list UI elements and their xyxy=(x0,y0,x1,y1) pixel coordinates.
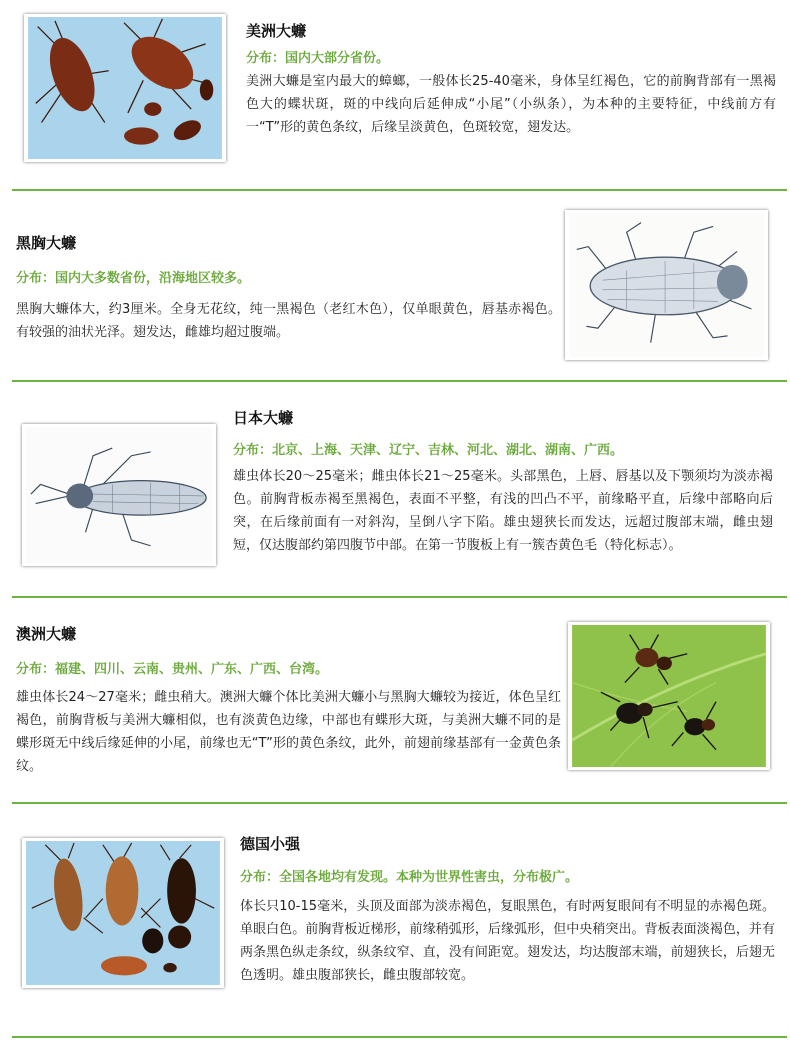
entry-title: 德国小强 xyxy=(240,835,301,853)
japanese-cockroach-sketch xyxy=(22,424,216,566)
entry-title: 日本大蠊 xyxy=(233,409,294,427)
ants-on-leaf-icon xyxy=(571,625,767,767)
japanese-cockroach-icon xyxy=(25,427,213,563)
entry-distribution: 分布：全国各地均有发现。本种为世界性害虫，分布极广。 xyxy=(240,870,579,885)
smokybrown-cockroach-sketch xyxy=(565,210,768,360)
german-cockroach-photo xyxy=(22,838,224,988)
entry-distribution: 分布：北京、上海、天津、辽宁、吉林、河北、湖北、湖南、广西。 xyxy=(233,443,624,458)
section-divider xyxy=(12,380,787,382)
entry-description: 黑胸大蠊体大，约3厘米。全身无花纹，纯一黑褐色（老红木色），仅单眼黄色，唇基赤褐色。有较强的油状光泽。翅发达，雌雄均超过腹端。 xyxy=(16,302,561,340)
american-cockroach-icon xyxy=(27,17,223,159)
german-cockroach-icon xyxy=(25,841,221,985)
entry-distribution: 分布：国内大部分省份。 xyxy=(246,51,390,66)
section-divider xyxy=(12,189,787,191)
entry-description: 体长只10-15毫米，头顶及面部为淡赤褐色，复眼黑色，有时两复眼间有不明显的赤褐色斑。单眼白色。前胸背板近梯形，前缘稍弧形，后缘弧形，但中央稍突出。背板表面淡褐色，并有两条黑色纵走条纹，纵条纹窄、直，没有间距宽。翅发达，均达腹部末端，前翅狭长，后翅无色透明。雄虫腹部狭长，雌虫腹部较宽。 xyxy=(240,899,775,983)
american-cockroach-photo xyxy=(24,14,226,162)
entry-distribution: 分布：国内大多数省份，沿海地区较多。 xyxy=(16,271,251,286)
section-divider xyxy=(12,1036,787,1038)
ants-on-leaf-photo xyxy=(568,622,770,770)
entry-title: 黑胸大蠊 xyxy=(16,234,77,252)
entry-description: 美洲大蠊是室内最大的蟑螂，一般体长25-40毫米，身体呈红褐色，它的前胸背部有一黑褐色大的蝶状斑，斑的中线向后延伸成“小尾”（小纵条），为本种的主要特征，中线前方有一“T”形的黄色条纹，后缘呈淡黄色，色斑较宽，翅发达。 xyxy=(246,74,776,135)
section-divider xyxy=(12,802,787,804)
entry-title: 澳洲大蠊 xyxy=(16,625,77,643)
smokybrown-cockroach-icon xyxy=(568,213,765,357)
section-divider xyxy=(12,596,787,598)
entry-description: 雄虫体长24～27毫米；雌虫稍大。澳洲大蠊个体比美洲大蠊小与黑胸大蠊较为接近，体色呈红褐色，前胸背板与美洲大蠊相似，也有淡黄色边缘，中部也有蝶形大斑，与美洲大蠊不同的是蝶形斑无中线后缘延伸的小尾，前缘也无“T”形的黄色条纹，此外，前翅前缘基部有一金黄色条纹。 xyxy=(16,690,561,774)
entry-description: 雄虫体长20～25毫米；雌虫体长21～25毫米。头部黑色，上唇、唇基以及下颚须均为淡赤褐色。前胸背板赤褐至黑褐色，表面不平整，有浅的凹凸不平，前缘略平直，后缘中部略向后突，在后缘前面有一对斜沟，呈倒八字下陷。雄虫翅狭长而发达，远超过腹部末端，雌虫翅短，仅达腹部约第四腹节中部。在第一节腹板上有一簇杏黄色毛（特化标志）。 xyxy=(233,469,773,553)
entry-distribution: 分布：福建、四川、云南、贵州、广东、广西、台湾。 xyxy=(16,662,329,677)
entry-title: 美洲大蠊 xyxy=(246,22,307,40)
